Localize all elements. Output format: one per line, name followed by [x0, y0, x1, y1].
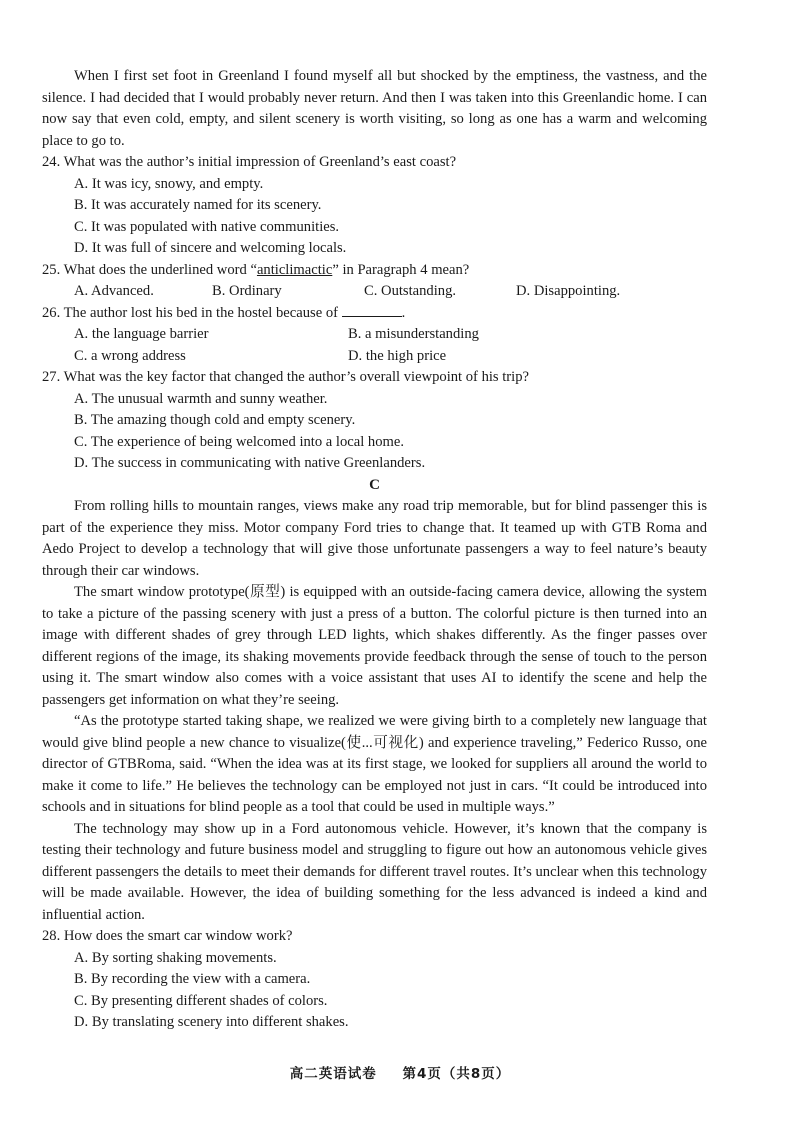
passage-c-paragraph-3: “As the prototype started taking shape, we realized we were giving birth to a completely new language that would give blind people a new chance to visualize(使...可视化) and experience traveling,” Federico Russo, one director of GTBRoma, said. “When the idea was at its first stage, we looked for suppliers all around the world to make it come to life.” He believes the technology can be employed not just in cars. “It could be introduced into schools and in situations for blind people as a tool that could be used in multiple ways.”	[42, 713, 707, 815]
stem-text: 26. The author lost his bed in the hostel because of	[42, 304, 339, 321]
option-c: C. a wrong address	[74, 347, 186, 364]
option-a: A. the language barrier	[74, 326, 209, 342]
stem-text: 25. What does the underlined word “	[42, 261, 257, 278]
option-b: B. It was accurately named for its scenery.	[74, 197, 322, 213]
options-row	[42, 346, 707, 368]
question-stem: 28. How does the smart car window work?	[42, 928, 293, 944]
passage-c-paragraph-1: From rolling hills to mountain ranges, views make any road trip memorable, but for blind passenger this is part of the experience they miss. Motor company Ford tries to change that. It teamed up with GTB Roma and Aedo Project to develop a technology that will give those unfortunate passengers a way to feel nature’s beauty through their car windows.	[42, 498, 707, 579]
passage-b-final-paragraph: When I first set foot in Greenland I found myself all but shocked by the emptiness, the vastness, and the silence. I had decided that I would probably never return. And then I was taken into this Greenlandic home. I can now say that even cold, empty, and silent scenery is worth visiting, so long as one has a warm and welcoming place to go to.	[42, 68, 707, 149]
option-c: C. The experience of being welcomed into a local home.	[74, 433, 404, 450]
question-26	[42, 303, 707, 368]
option-b: B. a misunderstanding	[348, 326, 479, 342]
page-number: 第4页（共8页）	[402, 1066, 511, 1082]
option-b: B. Ordinary	[212, 283, 282, 299]
option-c: C. By presenting different shades of colors.	[74, 992, 328, 1009]
option-a: A. The unusual warmth and sunny weather.	[74, 390, 328, 407]
page-footer	[0, 1062, 800, 1082]
option-d: D. By translating scenery into different shakes.	[74, 1014, 349, 1030]
question-stem	[42, 303, 707, 325]
option-d: D. It was full of sincere and welcoming locals.	[74, 240, 347, 256]
option-a: A. Advanced.	[74, 283, 154, 299]
exam-title: 高二英语试卷	[289, 1066, 377, 1082]
question-28	[42, 926, 707, 1034]
option-c: C. It was populated with native communities.	[74, 218, 340, 235]
question-27	[42, 367, 707, 475]
stem-end: .	[401, 304, 406, 321]
question-stem: 24. What was the author’s initial impression of Greenland’s east coast?	[42, 154, 457, 170]
question-stem	[42, 260, 707, 282]
option-d: D. Disappointing.	[516, 283, 621, 299]
options-row	[42, 324, 707, 346]
underlined-word: anticlimactic	[256, 261, 333, 278]
exam-page	[42, 66, 707, 1034]
option-c: C. Outstanding.	[364, 283, 457, 299]
options-row	[42, 281, 707, 303]
option-d: D. The success in communicating with native Greenlanders.	[74, 455, 426, 471]
question-stem: 27. What was the key factor that changed the author’s overall viewpoint of his trip?	[42, 369, 529, 385]
option-d: D. the high price	[348, 347, 447, 364]
option-a: A. By sorting shaking movements.	[74, 949, 277, 966]
answer-blank	[342, 304, 402, 317]
question-25	[42, 260, 707, 303]
stem-text: ” in Paragraph 4 mean?	[332, 261, 470, 278]
question-24	[42, 152, 707, 260]
option-b: B. By recording the view with a camera.	[74, 971, 311, 987]
passage-c-paragraph-4: The technology may show up in a Ford autonomous vehicle. However, it’s known that the company is testing their technology and future business model and struggling to figure out how an autonomous vehicle gives different passengers the details to meet their demands for different travel routes. It’s unclear when this technology will be made available. However, the idea of building something for the less advanced is indeed a kind and influential action.	[42, 820, 707, 923]
passage-c-paragraph-2: The smart window prototype(原型) is equipped with an outside-facing camera device, allowing the system to take a picture of the passing scenery with just a press of a button. The colorful picture is then turned into an image with different shades of grey through LED lights, which shakes differently. As the finger passes over different regions of the image, its shaking movements provide feedback through the sense of touch to the person using it. The smart window also comes with a voice assistant that uses AI to identify the scene and help the passengers get information on what they’re seeing.	[42, 584, 707, 708]
option-b: B. The amazing though cold and empty scenery.	[74, 412, 356, 428]
section-heading: C	[369, 476, 380, 493]
option-a: A. It was icy, snowy, and empty.	[74, 175, 264, 192]
